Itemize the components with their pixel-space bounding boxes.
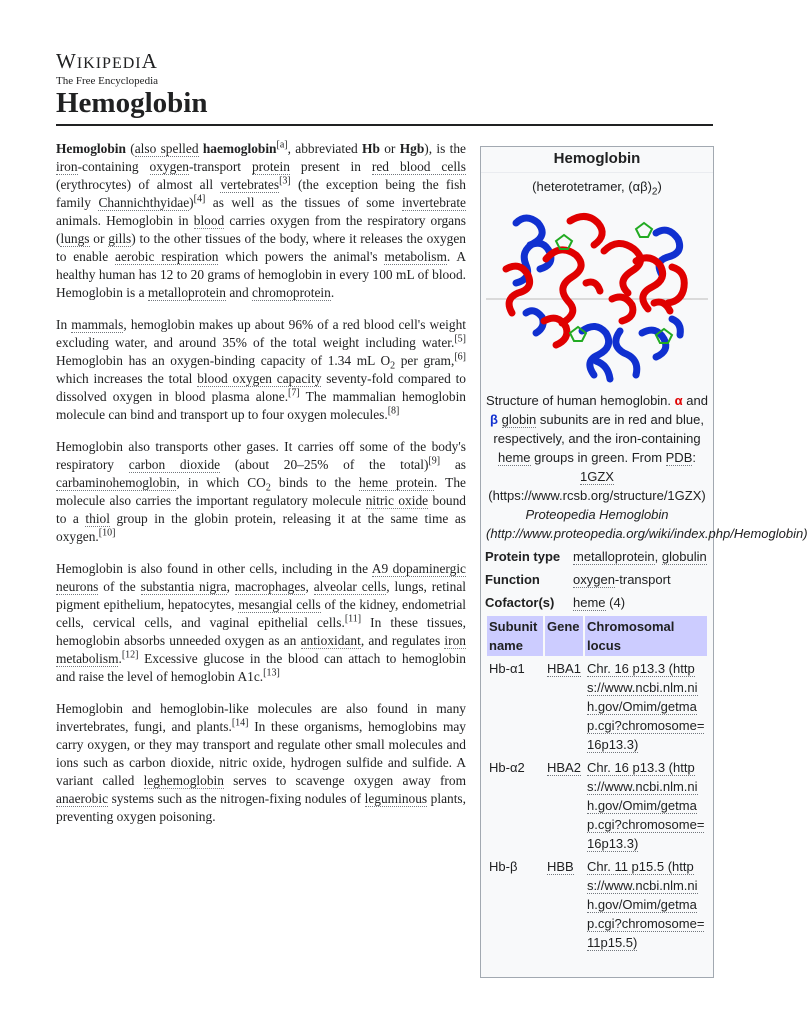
link[interactable]: macrophages (234, 579, 306, 594)
infobox (480, 146, 808, 978)
gene-link[interactable]: HBA1 (547, 661, 581, 676)
link[interactable]: invertebrate (402, 195, 466, 210)
citation[interactable]: [6] (454, 351, 466, 363)
link[interactable]: protein (251, 159, 290, 174)
table-row: Hb-β HBB Chr. 11 p15.5 (https://www.ncbi.nlm.nih.gov/Omim/getmap.cgi?chromosome=11p15.5) (489, 859, 705, 950)
paragraph-4: Hemoglobin is also found in other cells, including in the A9 dopaminergic neurons of the substantia nigra, macrophages, alveolar cells, lungs, retinal pigment epithelium, hepatocytes, mesangial cells of the kidney, endometrial cells, cervical cells, and vaginal epithelial cells.[11] In these tissues, hemoglobin absorbs unneeded oxygen as an antioxidant, and regulates iron metabolism.[12] Excessive glucose in the blood can attach to hemoglobin and raise the level of hemoglobin A1c.[13] (56, 561, 466, 684)
link[interactable]: iron metabolism (56, 633, 466, 666)
title-divider (56, 124, 713, 126)
link[interactable]: nitric oxide (365, 493, 429, 508)
link[interactable]: globulin (661, 549, 707, 564)
link[interactable]: heme protein (358, 475, 434, 490)
site-header (56, 50, 716, 88)
table-row: Hb-α2 HBA2 Chr. 16 p13.3 (https://www.ncbi.nlm.nih.gov/Omim/getmap.cgi?chromosome=16p13.3) (489, 760, 705, 851)
infobox-title: Hemoglobin (481, 147, 713, 173)
link[interactable]: oxygen (149, 159, 189, 174)
citation[interactable]: [11] (344, 613, 362, 625)
infobox-row-protein-type: Protein type metalloprotein, globulin (485, 549, 707, 564)
table-row: Hb-α1 HBA1 Chr. 16 p13.3 (https://www.ncbi.nlm.nih.gov/Omim/getmap.cgi?chromosome=16p13.3) (489, 661, 705, 752)
paragraph-5: Hemoglobin and hemoglobin-like molecules are also found in many invertebrates, fungi, and plants.[14] In these organisms, hemoglobins may carry oxygen, or they may transport and regulate other small molecules and ions such as carbon dioxide, nitric oxide, hydrogen sulfide and sulfide. A variant called leghemoglobin serves to scavenge oxygen away from anaerobic systems such as the nitrogen-fixing nodules of leguminous plants, preventing oxygen poisoning. (56, 701, 467, 824)
alpha-symbol: α (674, 393, 683, 408)
link[interactable]: leguminous (364, 791, 428, 806)
infobox-caption: Structure of human hemoglobin. α and β globin subunits are in red and blue, respectively, and the iron-containing heme groups in green. From PDB: 1GZX (https://www.rcsb.org/structure/1GZX) Proteopedia Hemoglobin (http://www.proteopedia.org/wiki/index.php/Hemoglobin) (486, 393, 808, 541)
link[interactable]: thiol (85, 511, 110, 526)
locus-link[interactable]: Chr. 16 p13.3 (https://www.ncbi.nlm.nih.gov/Omim/getmap.cgi?chromosome=16p13.3) (587, 661, 705, 752)
link[interactable]: lungs (60, 231, 90, 246)
locus-link[interactable]: Chr. 16 p13.3 (https://www.ncbi.nlm.nih.gov/Omim/getmap.cgi?chromosome=16p13.3) (587, 760, 705, 851)
gene-link[interactable]: HBB (547, 859, 574, 874)
link[interactable]: substantia nigra (140, 579, 227, 594)
external-link[interactable]: Proteopedia Hemoglobin (http://www.proteopedia.org/wiki/index.php/Hemoglobin) (486, 507, 808, 541)
citation[interactable]: [4] (193, 193, 206, 205)
link[interactable]: also spelled (134, 141, 199, 156)
link[interactable]: blood oxygen capacity (197, 371, 322, 386)
link[interactable]: PDB (665, 450, 693, 465)
link[interactable]: metabolism (384, 249, 447, 264)
link[interactable]: blood (193, 213, 225, 228)
link[interactable]: A9 dopaminergic neurons (56, 561, 466, 594)
link[interactable]: carbaminohemoglobin (56, 475, 177, 490)
citation[interactable]: [3] (279, 175, 291, 187)
link[interactable]: aerobic respiration (115, 249, 219, 264)
link[interactable]: heme (573, 595, 606, 610)
link[interactable]: 1GZX (580, 469, 614, 484)
page-title: Hemoglobin (56, 87, 208, 119)
citation[interactable]: [14] (231, 717, 249, 729)
gene-table-header: Subunit name Gene Chromosomal locus (487, 616, 707, 656)
paragraph-1: Hemoglobin (also spelled haemoglobin[a], abbreviated Hb or Hgb), is the iron-containing oxygen-transport protein present in red blood cells (erythrocytes) of almost all vertebrates[3] (the exception being the fish family Channichthyidae)[4] as well as the tissues of some invertebrate animals. Hemoglobin in blood carries oxygen from the respiratory organs (lungs or gills) to the other tissues of the body, where it releases the oxygen to enable aerobic respiration which powers the animal's metabolism. A healthy human has 12 to 20 grams of hemoglobin in every 100 mL of blood. Hemoglobin is a metalloprotein and chromoprotein. (56, 139, 466, 300)
paragraph-3: Hemoglobin also transports other gases. It carries off some of the body's respiratory carbon dioxide (about 20–25% of the total)[9] as carbaminohemoglobin, in which $CO_2$ binds to the heme protein. The molecule also carries the important regulatory molecule nitric oxide bound to a thiol group in the globin protein, releasing it at the same time as oxygen.[10] (56, 439, 467, 544)
citation[interactable]: [8] (387, 405, 400, 417)
link[interactable]: iron (56, 159, 78, 174)
link[interactable]: heme (497, 450, 531, 465)
external-link[interactable]: (https://www.rcsb.org/structure/1GZX) (488, 488, 706, 503)
link[interactable]: anaerobic (56, 791, 109, 806)
link[interactable]: metalloprotein (147, 285, 226, 300)
gene-link[interactable]: HBA2 (547, 760, 581, 775)
infobox-subtitle: (heterotetramer, $(\alpha\beta)_2$) (532, 179, 662, 198)
link[interactable]: vertebrates (220, 177, 280, 192)
gene-table (485, 614, 709, 955)
tagline: The Free Encyclopedia (56, 75, 159, 87)
link[interactable]: red blood cells (371, 159, 466, 174)
infobox-row-function: Function oxygen-transport (485, 572, 671, 587)
link[interactable]: chromoprotein (252, 285, 331, 300)
link[interactable]: mammals (71, 317, 124, 332)
link[interactable]: gills (108, 231, 132, 246)
citation[interactable]: [a] (276, 139, 288, 151)
link[interactable]: leghemoglobin (143, 773, 224, 788)
beta-symbol: β (490, 412, 498, 427)
citation[interactable]: [9] (428, 455, 441, 467)
link[interactable]: mesangial cells (238, 597, 321, 612)
wikipedia-wordmark[interactable]: WIKIPEDIA (56, 49, 158, 73)
locus-link[interactable]: Chr. 11 p15.5 (https://www.ncbi.nlm.nih.gov/Omim/getmap.cgi?chromosome=11p15.5) (587, 859, 705, 950)
link[interactable]: globin (501, 412, 537, 427)
article-body (56, 140, 466, 840)
link[interactable]: Channichthyidae (98, 195, 190, 210)
link[interactable]: oxygen (573, 572, 615, 587)
citation[interactable]: [5] (454, 333, 466, 345)
citation[interactable]: [13] (263, 667, 280, 679)
citation[interactable]: [10] (98, 527, 116, 539)
link[interactable]: metalloprotein (573, 549, 655, 564)
infobox-row-cofactors: Cofactor(s) heme (4) (485, 595, 626, 610)
link[interactable]: alveolar cells (313, 579, 387, 594)
link[interactable]: antioxidant (300, 633, 361, 648)
citation[interactable]: [12] (121, 649, 139, 661)
hemoglobin-structure-image[interactable] (486, 203, 708, 385)
paragraph-2: In mammals, hemoglobin makes up about 96% of a red blood cell's weight excluding water, and around 35% of the total weight including water.[5] Hemoglobin has an oxygen-binding capacity of 1.34 mL $O_2$ per gram,[6] which increases the total blood oxygen capacity seventy-fold compared to dissolved oxygen in blood plasma alone.[7] The mammalian hemoglobin molecule can bind and transport up to four oxygen molecules.[8] (56, 317, 466, 422)
link[interactable]: carbon dioxide (128, 457, 221, 472)
citation[interactable]: [7] (288, 387, 300, 399)
